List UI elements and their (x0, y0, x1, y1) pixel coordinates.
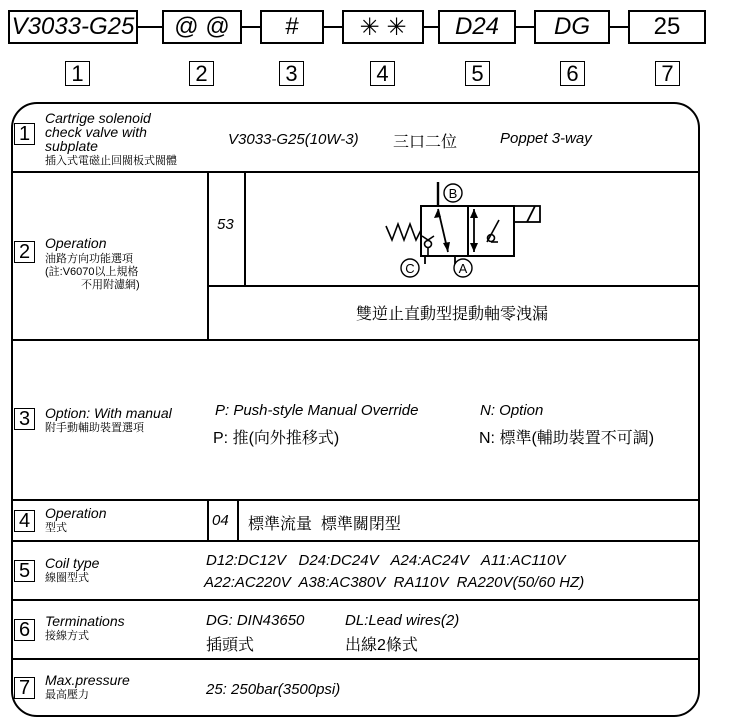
code-number: 1 (65, 61, 90, 86)
row-divider (12, 339, 699, 341)
port-label-c: C (405, 261, 415, 276)
row-number-3: 3 (14, 408, 35, 430)
row3-en-label: Option: With manual (45, 405, 172, 421)
code-part-model: V3033-G25 (8, 10, 138, 44)
code-part-pressure: 25 (628, 10, 706, 44)
code-dash (516, 26, 534, 28)
coil-options-line1: D12:DC12V D24:DC24V A24:AC24V A11:AC110V (206, 552, 566, 569)
max-pressure-value: 25: 250bar(3500psi) (206, 681, 341, 698)
code-dash (610, 26, 628, 28)
row2-code: 53 (217, 216, 234, 233)
row4-code: 04 (212, 512, 229, 529)
row2-zh-label: 油路方向功能選項 (註:V6070以上規格 不用附濾網) (45, 253, 140, 291)
code-number: 2 (189, 61, 214, 86)
row-number-4: 4 (14, 510, 35, 532)
row-number-7: 7 (14, 677, 35, 699)
row5-en-label: Coil type (45, 555, 100, 571)
row-number-2: 2 (14, 241, 35, 263)
cell-divider (237, 499, 239, 540)
code-number: 3 (279, 61, 304, 86)
row-divider (12, 499, 699, 501)
row3-option-p-en: P: Push-style Manual Override (215, 402, 419, 419)
row1-type-zh: 三口二位 (393, 134, 458, 151)
cell-divider (244, 171, 246, 285)
row4-zh-label: 型式 (45, 522, 67, 534)
row-number-5: 5 (14, 560, 35, 582)
cell-divider (207, 499, 209, 540)
termination-dl-zh: 出線2條式 (345, 637, 418, 654)
code-number: 6 (560, 61, 585, 86)
cell-divider (207, 171, 209, 339)
code-dash (242, 26, 260, 28)
row7-en-label: Max.pressure (45, 672, 130, 688)
code-dash (138, 26, 162, 28)
row6-zh-label: 接線方式 (45, 630, 89, 642)
row-number-6: 6 (14, 619, 35, 641)
code-part-type: ✳ ✳ (342, 10, 424, 44)
row4-description: 標準流量 標準關閉型 (248, 516, 401, 533)
code-part-termination: DG (534, 10, 610, 44)
row-divider (12, 658, 699, 660)
row5-zh-label: 線圈型式 (45, 572, 89, 584)
row3-option-n-zh: N: 標準(輔助裝置不可調) (479, 430, 655, 447)
row2-en-label: Operation (45, 235, 107, 251)
code-dash (324, 26, 342, 28)
row4-en-label: Operation (45, 505, 107, 521)
cell-divider (207, 285, 699, 287)
code-part-option: # (260, 10, 324, 44)
port-label-b: B (448, 186, 458, 201)
row1-en-label: Cartrige solenoid check valve with subplate (45, 110, 151, 154)
row1-zh-label: 插入式電磁止回閥板式閥體 (45, 155, 177, 167)
coil-options-line2: A22:AC220V A38:AC380V RA110V RA220V(50/60 HZ) (204, 574, 585, 591)
termination-dl-en: DL:Lead wires(2) (345, 612, 460, 629)
row1-model: V3033-G25(10W-3) (228, 131, 359, 148)
code-number: 7 (655, 61, 680, 86)
row-number-1: 1 (14, 123, 35, 145)
row3-option-n-en: N: Option (480, 402, 544, 419)
row6-en-label: Terminations (45, 613, 125, 629)
row3-option-p-zh: P: 推(向外推移式) (213, 430, 340, 447)
code-number: 5 (465, 61, 490, 86)
row-divider (12, 599, 699, 601)
termination-dg-zh: 插頭式 (206, 637, 255, 654)
row1-type-en: Poppet 3-way (500, 130, 592, 147)
row2-description: 雙逆止直動型提動軸零洩漏 (356, 306, 549, 323)
code-number: 4 (370, 61, 395, 86)
code-part-coil: D24 (438, 10, 516, 44)
valve-symbol-diagram (380, 180, 550, 280)
port-label-a: A (458, 261, 468, 276)
row3-zh-label: 附手動輔助裝置選項 (45, 422, 144, 434)
row7-zh-label: 最高壓力 (45, 689, 89, 701)
code-part-operation: @ @ (162, 10, 242, 44)
code-dash (424, 26, 438, 28)
row-divider (12, 171, 699, 173)
row-divider (12, 540, 699, 542)
termination-dg-en: DG: DIN43650 (206, 612, 305, 629)
